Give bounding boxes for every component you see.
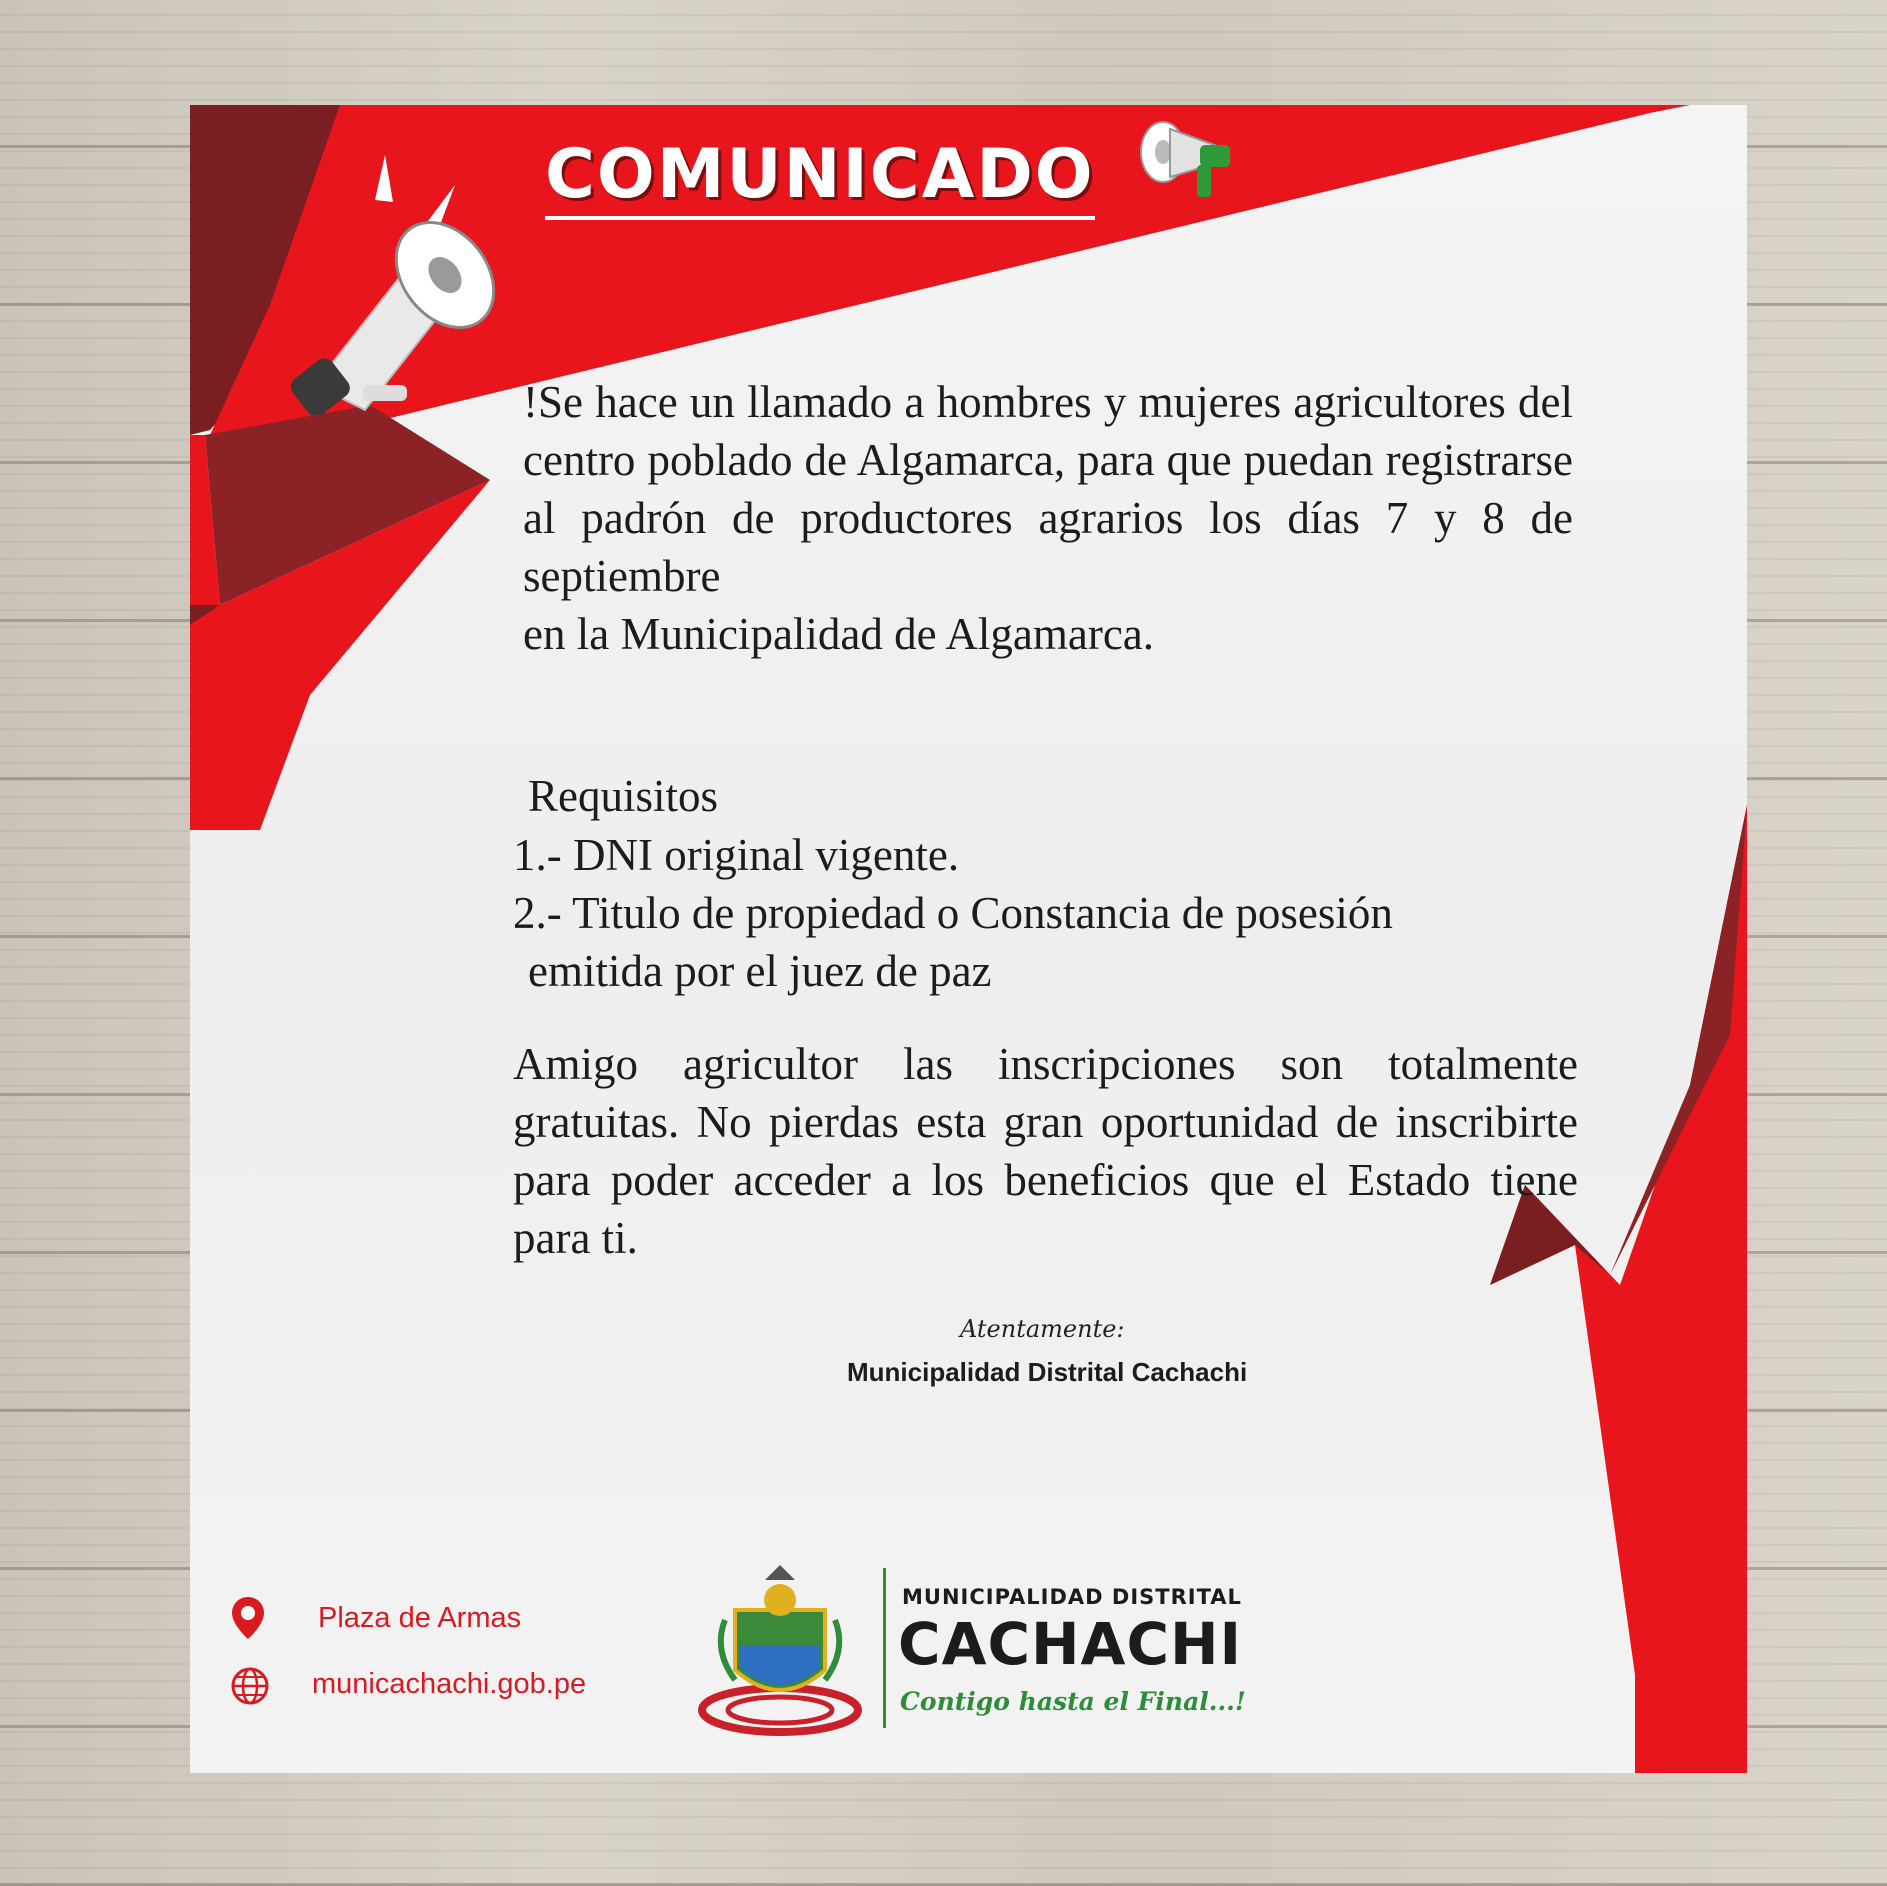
logo-divider: [883, 1568, 886, 1728]
signature-greeting: Atentamente:: [960, 1315, 1125, 1343]
megaphone-icon: [275, 145, 525, 415]
brand-name: CACHACHI: [898, 1610, 1243, 1678]
signature-name: Municipalidad Distrital Cachachi: [847, 1357, 1248, 1387]
website-link[interactable]: municachachi.gob.pe: [312, 1668, 587, 1700]
location-pin-icon: [230, 1595, 266, 1641]
intro-text-end: en la Municipalidad de Algamarca.: [523, 609, 1155, 659]
closing-paragraph: Amigo agricultor las inscripciones son totalmente gratuitas. No pierdas esta gran oportunidad de inscribirte para poder acceder a los beneficios que el Estado tiene para ti.: [513, 1039, 1578, 1263]
requirement-item: 2.- Titulo de propiedad o Constancia de posesión: [513, 888, 1393, 938]
poster: [190, 105, 1747, 1773]
small-megaphone-icon: [1135, 117, 1235, 207]
coat-of-arms-logo: [695, 1560, 865, 1740]
brand-subtitle: MUNICIPALIDAD DISTRITAL: [902, 1585, 1242, 1609]
requirement-item: 1.- DNI original vigente.: [513, 830, 960, 880]
address-text: Plaza de Armas: [318, 1602, 522, 1634]
requirements-title: Requisitos: [528, 771, 719, 821]
intro-paragraph: [523, 373, 1573, 663]
brand-slogan: Contigo hasta el Final...!: [900, 1687, 1246, 1716]
requirement-item-continued: emitida por el juez de paz: [528, 946, 992, 996]
globe-icon: [230, 1666, 270, 1706]
intro-text: !Se hace un llamado a hombres y mujeres agricultores del centro poblado de Algamarca, para que puedan registrarse al padrón de productores agrarios los días 7 y 8 de septiembre: [523, 377, 1573, 601]
page-title: COMUNICADO: [545, 135, 1095, 220]
